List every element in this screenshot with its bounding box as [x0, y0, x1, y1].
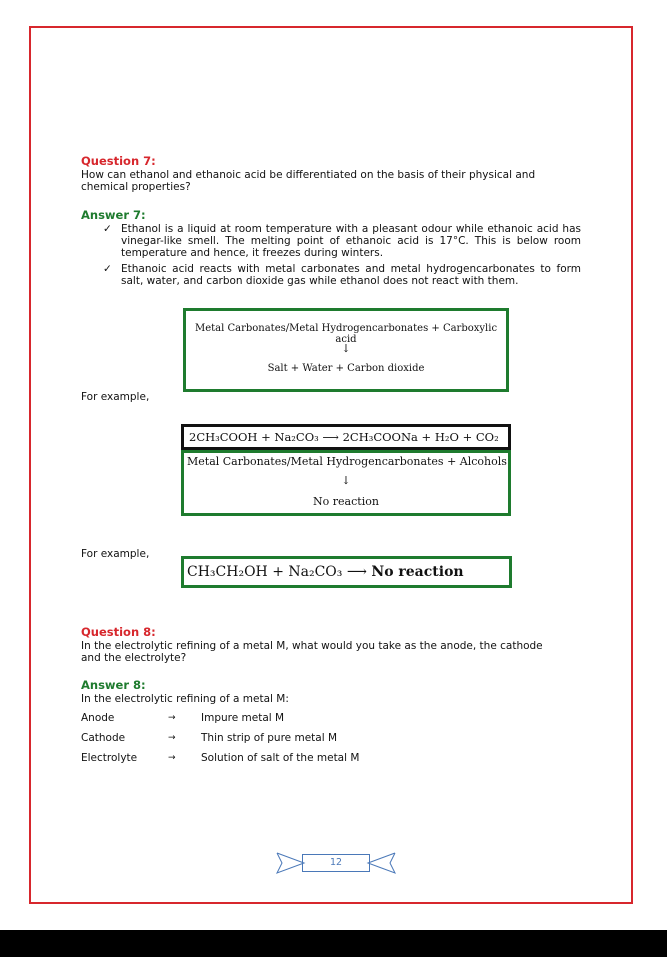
- equation-1: [189, 430, 499, 444]
- bottom-band: [0, 930, 667, 957]
- example-label: For example,: [81, 391, 150, 403]
- row-label: Cathode: [81, 732, 126, 744]
- right-arrow-icon: ⟶: [346, 564, 367, 580]
- right-arrow-icon: →: [168, 753, 176, 763]
- question-8-text-line1: In the electrolytic refining of a metal M, what would you take as the anode, the cathode: [81, 640, 543, 652]
- row-label: Anode: [81, 712, 115, 724]
- question-8-text: [81, 640, 581, 664]
- answer-7-heading: Answer 7:: [81, 208, 146, 222]
- right-arrow-icon: →: [168, 713, 176, 723]
- right-arrow-icon: →: [168, 733, 176, 743]
- question-8-heading: Question 8:: [81, 625, 156, 639]
- reaction-box-line3: No reaction: [313, 495, 379, 508]
- down-arrow-icon: ↓: [341, 474, 351, 487]
- equation-1-reactants: 2CH₃COOH + Na₂CO₃: [189, 430, 319, 444]
- equation-2: [187, 564, 464, 580]
- answer-7-bullet-text: Ethanol is a liquid at room temperature with a pleasant odour while ethanoic acid has vinegar-like smell. The melting point of ethanoic acid is 17°C. This is below room temperature and hence, it freezes during winters.: [121, 223, 581, 259]
- answer-7-bullet: [103, 263, 583, 289]
- question-7-text: [81, 169, 581, 193]
- down-arrow-icon: ↓: [341, 342, 351, 355]
- question-7-text-line1: How can ethanol and ethanoic acid be differentiated on the basis of their physical and: [81, 169, 536, 181]
- reaction-box-line1: Metal Carbonates/Metal Hydrogencarbonates + Alcohols: [187, 455, 507, 468]
- reaction-box-alcohol: [181, 450, 511, 516]
- row-value: Thin strip of pure metal M: [201, 732, 338, 744]
- reaction-box-line3: Salt + Water + Carbon dioxide: [267, 363, 425, 374]
- answer-8-intro: In the electrolytic refining of a metal M:: [81, 693, 289, 705]
- row-label: Electrolyte: [81, 752, 138, 764]
- question-7-heading: Question 7:: [81, 154, 156, 168]
- equation-box-acid: [181, 424, 511, 450]
- row-value: Impure metal M: [201, 712, 285, 724]
- equation-1-products: 2CH₃COONa + H₂O + CO₂: [342, 430, 499, 444]
- question-7-text-line2: chemical properties?: [81, 181, 191, 193]
- equation-box-ethanol: [181, 556, 512, 588]
- page-number-ornament: [272, 848, 400, 878]
- reaction-box-carboxylic: [183, 308, 509, 392]
- answer-7-bullet-text: Ethanoic acid reacts with metal carbonates and metal hydrogencarbonates to form salt, water, and carbon dioxide gas while ethanol does not react with them.: [121, 263, 581, 287]
- answer-8-heading: Answer 8:: [81, 678, 146, 692]
- table-row: [81, 752, 401, 766]
- right-arrow-icon: ⟶: [322, 430, 339, 444]
- table-row: [81, 712, 401, 726]
- example-label: For example,: [81, 548, 150, 560]
- reaction-box-line1: Metal Carbonates/Metal Hydrogencarbonates + Carboxylic acid: [194, 323, 498, 345]
- question-8-text-line2: and the electrolyte?: [81, 652, 187, 664]
- page-number: 12: [302, 854, 370, 872]
- equation-2-reactants: CH₃CH₂OH + Na₂CO₃: [187, 564, 343, 580]
- check-icon: ✓: [103, 223, 112, 235]
- row-value: Solution of salt of the metal M: [201, 752, 360, 764]
- table-row: [81, 732, 401, 746]
- equation-2-products: No reaction: [371, 564, 464, 580]
- check-icon: ✓: [103, 263, 112, 275]
